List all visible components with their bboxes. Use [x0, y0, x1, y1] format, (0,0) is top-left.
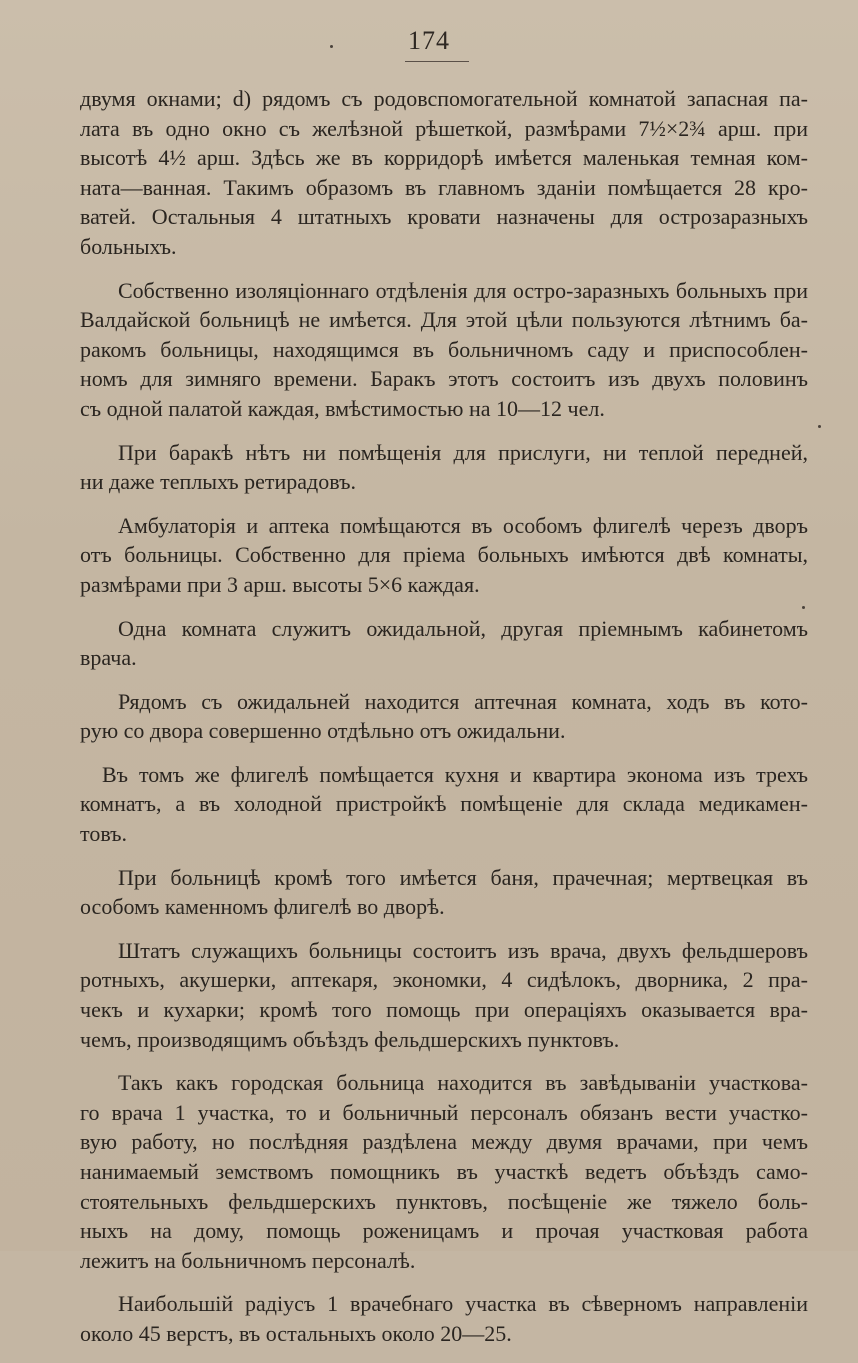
page-number: 174	[408, 26, 450, 55]
text-line: При баракѣ нѣтъ ни помѣщенія для прислуги, ни теплой передней,	[118, 439, 808, 465]
text-line: лата въ одно окно съ желѣзной рѣшеткой, размѣрами 7½×2¾ арш. при	[80, 115, 808, 141]
text-line: Валдайской больницѣ не имѣется. Для этой цѣли пользуются лѣтнимъ ба-	[80, 307, 808, 333]
paragraph	[80, 511, 808, 600]
text-line: Одна комната служитъ ожидальной, другая пріемнымъ кабинетомъ	[118, 615, 808, 641]
text-line: ныхъ на дому, помощь роженицамъ и прочая участковая работа	[80, 1218, 808, 1244]
text-line: съ одной палатой каждая, вмѣстимостью на 10—12 чел.	[80, 395, 605, 421]
paragraph	[80, 614, 808, 673]
text-line: товъ.	[80, 821, 128, 847]
paragraph	[80, 1068, 808, 1275]
text-line: го врача 1 участка, то и больничный персоналъ обязанъ вести участко-	[80, 1099, 808, 1125]
paragraph	[80, 863, 808, 922]
text-line: нанимаемый земствомъ помощникъ въ участкѣ ведетъ объѣздъ само-	[80, 1159, 808, 1184]
paragraph	[80, 438, 808, 497]
text-line: около 45 верстъ, въ остальныхъ около 20—25.	[80, 1320, 512, 1346]
text-line: двумя окнами; d) рядомъ съ родовспомогательной комнатой запасная па-	[80, 86, 808, 111]
body-text	[80, 84, 808, 1363]
text-line: ватей. Остальныя 4 штатныхъ кровати назначены для острозаразныхъ	[80, 204, 808, 230]
text-line: ни даже теплыхъ ретирадовъ.	[80, 469, 356, 495]
text-line: ракомъ больницы, находящимся въ больничномъ саду и приспособлен-	[80, 336, 808, 362]
paragraph	[80, 936, 808, 1054]
text-line: рую со двора совершенно отдѣльно отъ ожидальни.	[80, 718, 566, 744]
text-line: стоятельныхъ фельдшерскихъ пунктовъ, посѣщеніе же тяжело боль-	[80, 1188, 808, 1214]
speck-mark	[330, 45, 333, 48]
text-line: Такъ какъ городская больница находится въ завѣдываніи участкова-	[118, 1070, 808, 1096]
paragraph	[80, 276, 808, 424]
text-line: больныхъ.	[80, 233, 177, 259]
text-line: лежитъ на больничномъ персоналѣ.	[80, 1247, 416, 1273]
text-line: ротныхъ, акушерки, аптекаря, экономки, 4 сидѣлокъ, дворника, 2 пра-	[80, 967, 808, 993]
paragraph	[80, 760, 808, 849]
text-line: отъ больницы. Собственно для пріема больныхъ имѣются двѣ комнаты,	[80, 542, 808, 568]
page-number-rule	[405, 61, 469, 62]
text-line: размѣрами при 3 арш. высоты 5×6 каждая.	[80, 571, 480, 597]
text-line: чекъ и кухарки; кромѣ того помощь при операціяхъ оказывается вра-	[80, 997, 808, 1023]
text-line: Амбулаторія и аптека помѣщаются въ особомъ флигелѣ черезъ дворъ	[118, 512, 808, 538]
text-line: особомъ каменномъ флигелѣ во дворѣ.	[80, 894, 445, 920]
text-line: комнатъ, а въ холодной пристройкѣ помѣщеніе для склада медикамен-	[80, 791, 808, 817]
text-line: Собственно изоляціоннаго отдѣленія для остро-заразныхъ больныхъ при	[118, 277, 808, 303]
paragraph	[80, 84, 808, 262]
text-line: врача.	[80, 645, 137, 671]
text-line: ната—ванная. Такимъ образомъ въ главномъ зданіи помѣщается 28 кро-	[80, 174, 808, 200]
text-line: Штатъ служащихъ больницы состоитъ изъ врача, двухъ фельдшеровъ	[118, 937, 808, 963]
text-line: Наибольшій радіусъ 1 врачебнаго участка въ сѣверномъ направленіи	[118, 1291, 808, 1317]
text-line: Рядомъ съ ожидальней находится аптечная комната, ходъ въ кото-	[118, 688, 808, 714]
text-line: При больницѣ кромѣ того имѣется баня, прачечная; мертвецкая въ	[118, 864, 808, 890]
text-line: чемъ, производящимъ объѣздъ фельдшерскихъ пунктовъ.	[80, 1026, 620, 1052]
text-line: номъ для зимняго времени. Баракъ этотъ состоитъ изъ двухъ половинъ	[80, 366, 808, 392]
paragraph	[80, 687, 808, 746]
text-line: вую работу, но послѣдняя раздѣлена между двумя врачами, при чемъ	[80, 1129, 808, 1155]
paragraph	[80, 1289, 808, 1348]
speck-mark	[818, 425, 821, 428]
text-line: высотѣ 4½ арш. Здѣсь же въ корридорѣ имѣется маленькая темная ком-	[80, 145, 808, 171]
text-line: Въ томъ же флигелѣ помѣщается кухня и квартира эконома изъ трехъ	[102, 761, 808, 787]
